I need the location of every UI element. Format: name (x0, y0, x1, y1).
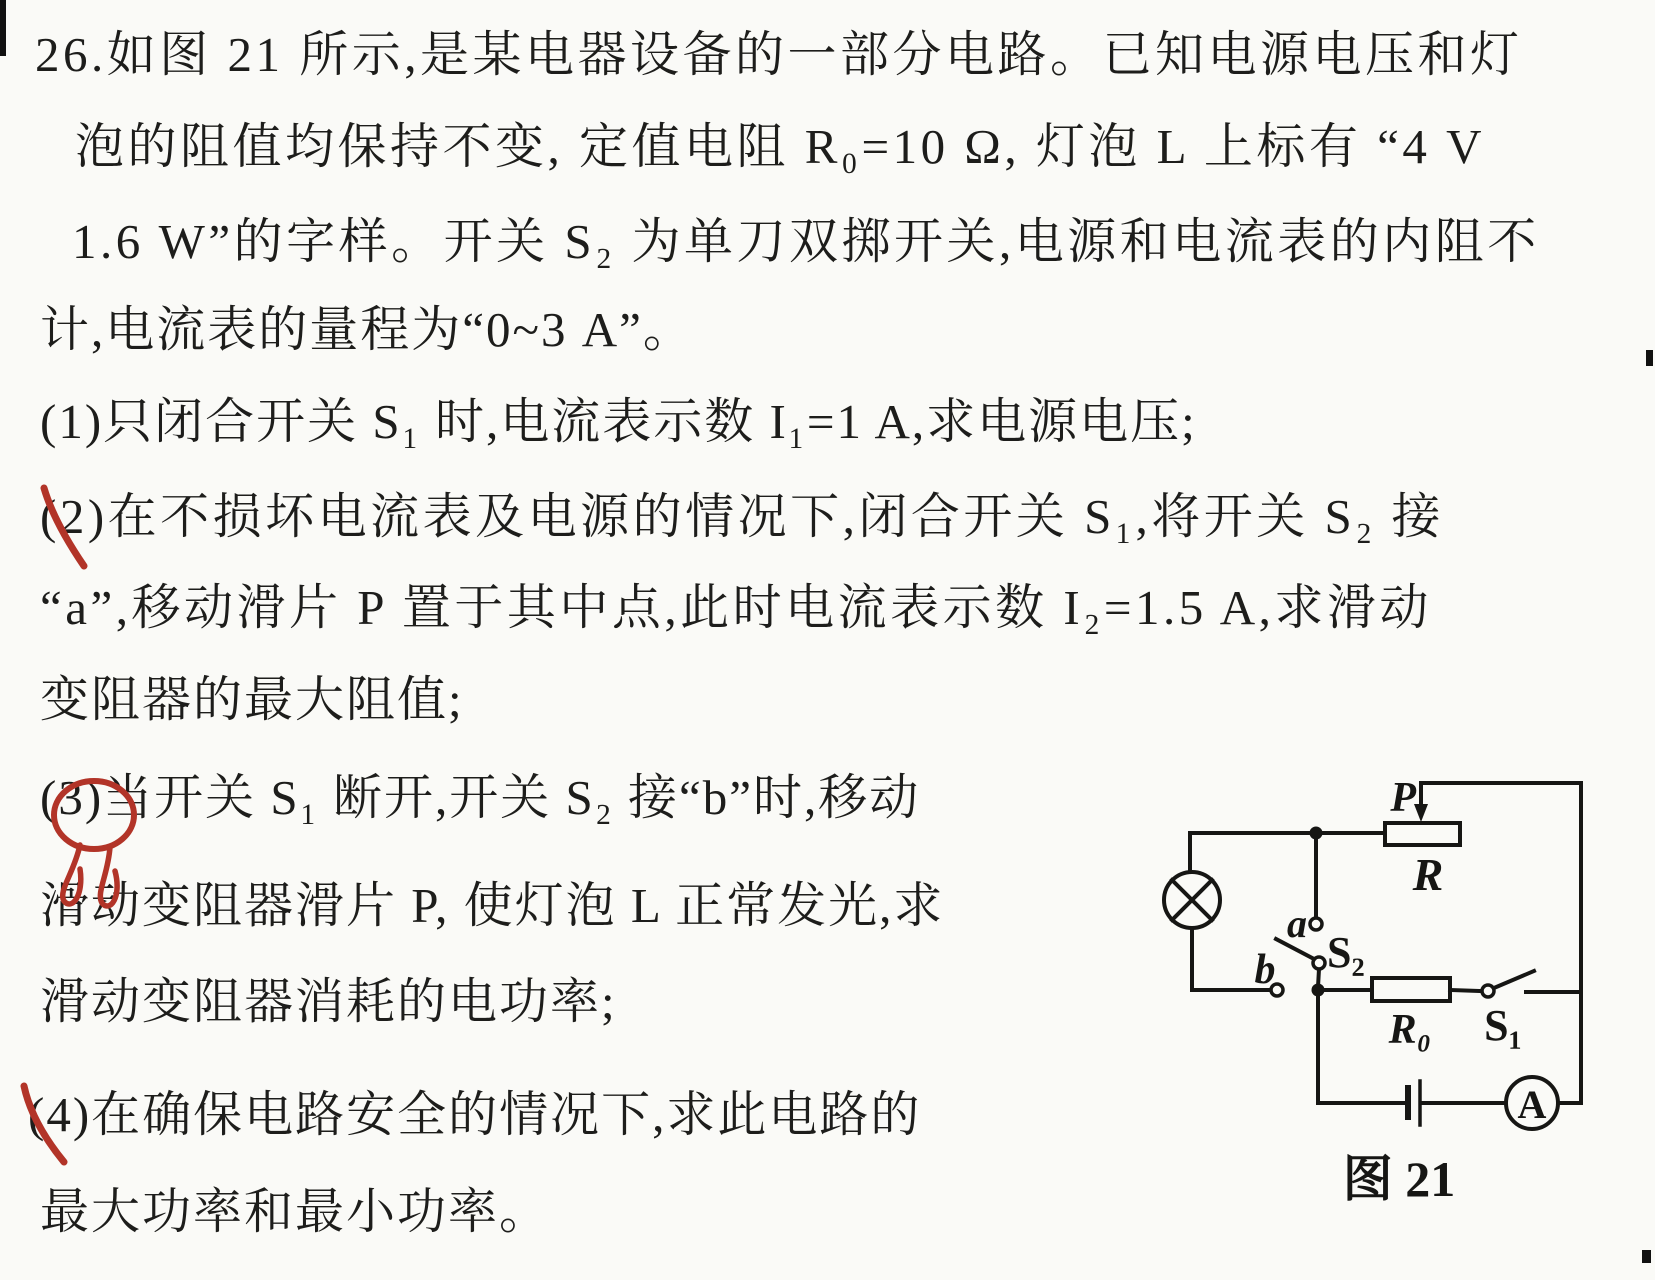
slider-arrow-icon (1414, 804, 1428, 822)
text-line-4: 计,电流表的量程为“0~3 A”。 (40, 302, 694, 357)
battery-icon (1408, 1081, 1420, 1125)
red-slash-mark-4 (12, 1078, 82, 1173)
switch-s2-label: S₂ (1327, 928, 1365, 977)
contact-a-terminal (1310, 918, 1322, 930)
scan-artifact (0, 0, 6, 56)
switch-s1 (1482, 971, 1534, 1050)
slider-label: P (1390, 775, 1416, 821)
contact-a-label: a (1287, 901, 1307, 946)
figure-caption: 图 21 (1342, 1151, 1456, 1207)
text-line-7: “a”,移动滑片 P 置于其中点,此时电流表示数 I₂=1.5 A,求滑动 (40, 580, 1432, 635)
ammeter-label: A (1517, 1082, 1547, 1127)
text-line-1: 26.如图 21 所示,是某电器设备的一部分电路。已知电源电压和灯 (35, 27, 1523, 82)
switch-s2 (1255, 901, 1365, 996)
circuit-figure (1120, 740, 1655, 1240)
scan-artifact (1642, 1250, 1651, 1263)
rheostat (1385, 775, 1460, 900)
resistor-r0-label: R₀ (1388, 1007, 1432, 1053)
switch-s1-label: S₁ (1484, 1001, 1522, 1050)
contact-b-label: b (1254, 947, 1276, 993)
text-line-9: (3)当开关 S₁ 断开,开关 S₂ 接“b”时,移动 (40, 770, 921, 825)
text-line-11: 滑动变阻器消耗的电功率; (40, 974, 617, 1029)
ammeter-icon (1506, 1077, 1558, 1129)
text-line-8: 变阻器的最大阻值; (40, 672, 464, 727)
text-line-6: (2)在不损坏电流表及电源的情况下,闭合开关 S₁,将开关 S₂ 接 (40, 489, 1445, 544)
red-circle-mark-3 (30, 755, 170, 915)
resistor-r0 (1372, 978, 1450, 1053)
red-slash-mark-2 (32, 480, 102, 580)
rheostat-label: R (1412, 849, 1444, 900)
junction-dot (1312, 984, 1325, 997)
text-line-12: (4)在确保电路安全的情况下,求此电路的 (28, 1087, 922, 1142)
lamp-icon (1164, 872, 1220, 928)
text-line-13: 最大功率和最小功率。 (40, 1184, 551, 1239)
scan-artifact (1646, 350, 1653, 366)
text-line-5: (1)只闭合开关 S₁ 时,电流表示数 I₁=1 A,求电源电压; (40, 394, 1197, 449)
text-line-3: 1.6 W”的字样。开关 S₂ 为单刀双掷开关,电源和电流表的内阻不 (72, 214, 1540, 269)
text-line-10: 滑动变阻器滑片 P, 使灯泡 L 正常发光,求 (40, 878, 945, 933)
text-line-2: 泡的阻值均保持不变, 定值电阻 R₀=10 Ω, 灯泡 L 上标有 “4 V (75, 119, 1486, 174)
s1-blade (1494, 971, 1534, 988)
junction-dot (1310, 827, 1323, 840)
